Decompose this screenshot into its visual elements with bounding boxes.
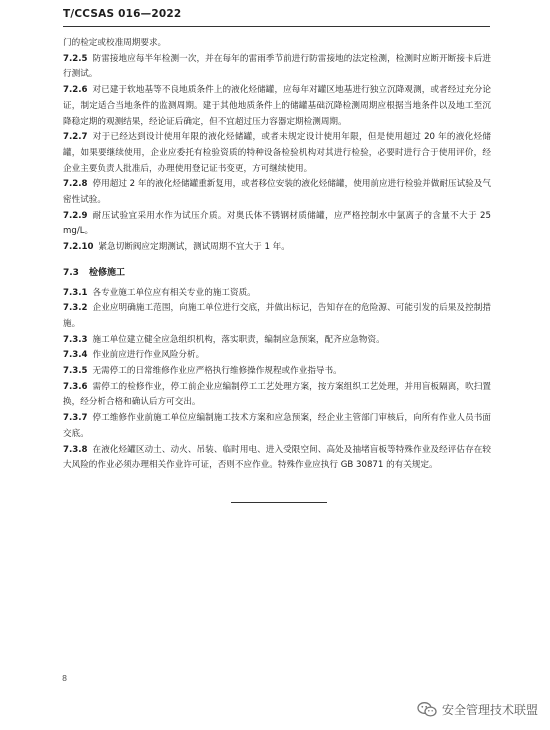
clause-7-3-2 bbox=[63, 301, 491, 332]
clause-7-3-3 bbox=[63, 333, 491, 349]
clause-text: 在液化烃罐区动土、动火、吊装、临时用电、进入受限空间、高处及抽堵盲板等特殊作业及经评估存在较大风险的作业必须办理相关作业许可证，否则不应作业。特殊作业应执行 GB 30871 的有关规定。 bbox=[63, 444, 491, 471]
clause-text: 耐压试验宜采用水作为试压介质。对奥氏体不锈钢材质储罐，应严格控制水中氯离子的含量不大于 25 mg/L。 bbox=[63, 210, 491, 237]
clause-number: 7.2.5 bbox=[63, 53, 88, 64]
clause-7-3-4 bbox=[63, 348, 491, 364]
clause-7-2-7 bbox=[63, 130, 491, 177]
clause-text: 无需停工的日常维修作业应严格执行维修操作规程或作业指导书。 bbox=[92, 366, 342, 377]
clause-number: 7.2.8 bbox=[63, 179, 88, 190]
clause-7-3-1 bbox=[63, 286, 491, 302]
watermark-text: 安全管理技术联盟 bbox=[441, 702, 538, 717]
clause-7-3-7 bbox=[63, 411, 491, 442]
section-heading bbox=[63, 266, 491, 282]
clause-text: 防雷接地应每半年检测一次，并在每年的雷雨季节前进行防雷接地的法定检测，检测时应断开断接卡后进行测试。 bbox=[63, 53, 491, 80]
clause-7-3-6 bbox=[63, 380, 491, 411]
page-number: 8 bbox=[62, 674, 68, 683]
clause-7-2-5 bbox=[63, 52, 491, 83]
clause-text: 停用超过 2 年的液化烃储罐重新复用，或者移位安装的液化烃储罐，使用前应进行检验并做耐压试验及气密性试验。 bbox=[63, 179, 491, 206]
clause-number: 7.3.2 bbox=[63, 303, 88, 314]
clause-text: 作业前应进行作业风险分析。 bbox=[92, 350, 205, 361]
clause-7-2-6 bbox=[63, 83, 491, 130]
clause-7-2-9 bbox=[63, 209, 491, 240]
wechat-icon bbox=[417, 701, 437, 718]
clause-text: 需停工的检修作业，停工前企业应编制停工工艺处理方案，按方案组织工艺处理，并用盲板隔离，吹扫置换，经分析合格和确认后方可交出。 bbox=[63, 381, 491, 408]
section-title: 检修施工 bbox=[88, 267, 125, 278]
end-of-document-rule bbox=[231, 502, 327, 503]
clause-number: 7.2.7 bbox=[63, 132, 88, 143]
clause-number: 7.3.1 bbox=[63, 287, 88, 298]
clause-number: 7.3.5 bbox=[63, 366, 88, 377]
clause-7-2-8 bbox=[63, 177, 491, 208]
clause-number: 7.3.4 bbox=[63, 350, 88, 361]
clause-text: 施工单位建立健全应急组织机构，落实职责，编制应急预案，配齐应急物资。 bbox=[92, 334, 385, 345]
clause-text: 停工维修作业前施工单位应编制施工技术方案和应急预案，经企业主管部门审核后，向所有作业人员书面交底。 bbox=[63, 413, 491, 439]
clause-number: 7.2.10 bbox=[63, 242, 94, 253]
clause-7-3-8 bbox=[63, 443, 491, 474]
section-number: 7.3 bbox=[63, 267, 79, 278]
clause-number: 7.2.6 bbox=[63, 85, 88, 96]
watermark bbox=[417, 698, 538, 720]
clause-number: 7.2.9 bbox=[63, 210, 88, 221]
clause-number: 7.3.3 bbox=[63, 334, 88, 345]
clause-text: 紧急切断阀应定期测试，测试周期不宜大于 1 年。 bbox=[98, 242, 290, 253]
clause-text: 对已建于软地基等不良地质条件上的液化烃储罐，应每年对罐区地基进行独立沉降观测，或者经过充分论证，制定适合当地条件的监测周期。建于其他地质条件上的储罐基础沉降检测周期应根据当地条件以及地工至沉降稳定期的观测结果，经论证后确定，但不宜超过压力容器定期检测周期。 bbox=[63, 85, 491, 127]
clause-text: 企业应明确施工范围，向施工单位进行交底，并做出标记，告知存在的危险源、可能引发的后果及控制措施。 bbox=[63, 303, 491, 329]
document-body bbox=[63, 36, 491, 474]
header-rule bbox=[63, 26, 490, 27]
clause-7-3-5 bbox=[63, 364, 491, 380]
clause-number: 7.3.8 bbox=[63, 444, 88, 455]
clause-7-2-10 bbox=[63, 240, 491, 256]
clause-text: 对于已经达到设计使用年限的液化烃储罐，或者未规定设计使用年限，但是使用超过 20 年的液化烃储罐，如果要继续使用，企业应委托有检验资质的特种设备检验机构对其进行检验，必要时进行合于使用评价，经企业主要负责人批准后，办理使用登记证书变更，方可继续使用。 bbox=[63, 132, 491, 174]
intro-continuation: 门的检定或校准周期要求。 bbox=[63, 38, 167, 48]
clause-number: 7.3.7 bbox=[63, 413, 88, 424]
clause-number: 7.3.6 bbox=[63, 381, 88, 392]
clause-text: 各专业施工单位应有相关专业的施工资质。 bbox=[92, 287, 256, 298]
document-code: T/CCSAS 016—2022 bbox=[63, 8, 182, 20]
